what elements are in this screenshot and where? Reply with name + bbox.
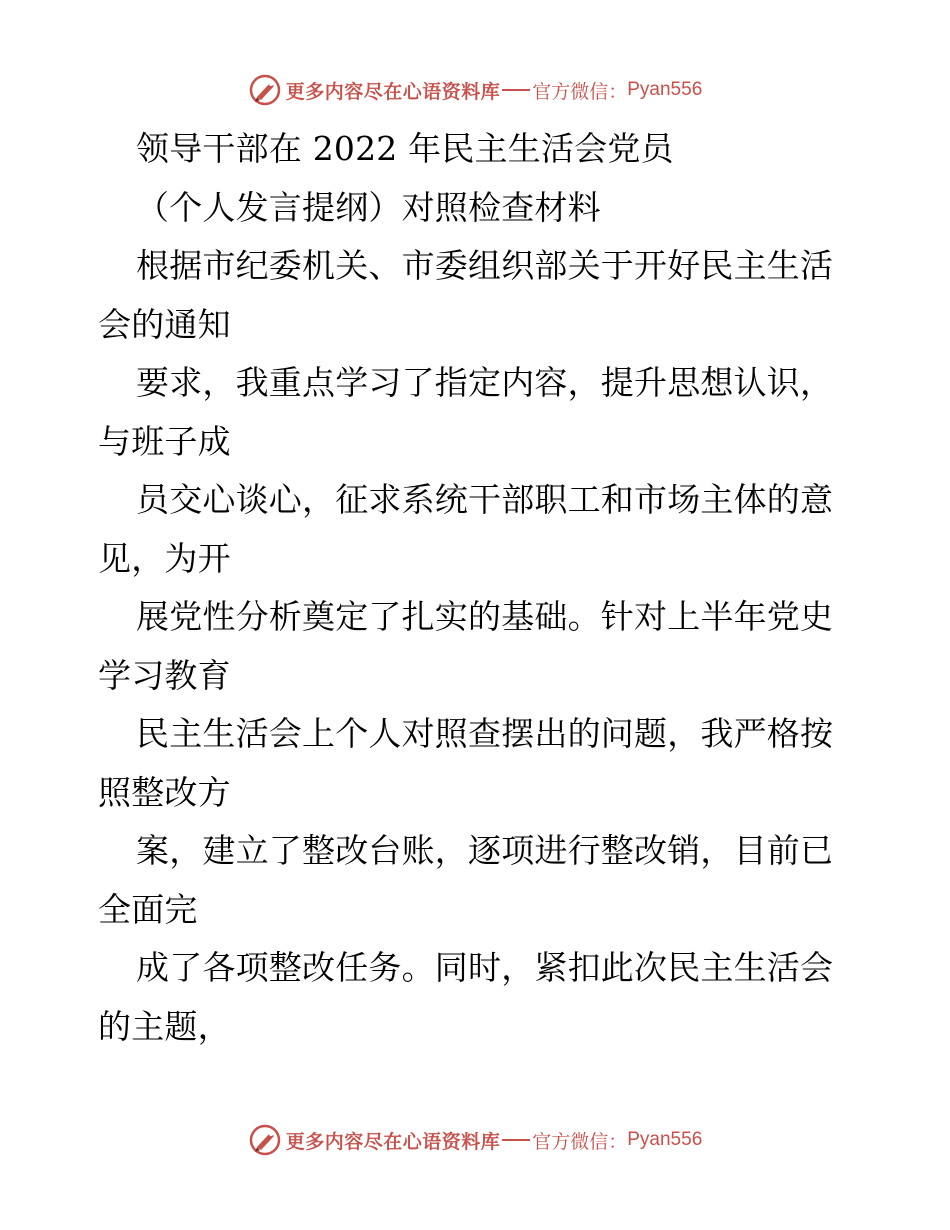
text-line: 员交心谈心，征求系统干部职工和市场主体的意 bbox=[136, 480, 834, 519]
text-line: 会的通知 bbox=[98, 304, 231, 344]
pen-logo-icon bbox=[248, 1123, 282, 1157]
text-line: 与班子成 bbox=[98, 421, 231, 461]
banner-dash bbox=[502, 89, 530, 91]
text-line: （个人发言提纲）对照检查材料 bbox=[136, 187, 601, 227]
text-line: 全面完 bbox=[98, 889, 198, 929]
footer-watermark-banner bbox=[0, 1120, 950, 1160]
text-line: 照整改方 bbox=[98, 772, 231, 812]
document-body bbox=[98, 120, 858, 1056]
text-line: 案，建立了整改台账，逐项进行整改销，目前已 bbox=[136, 831, 834, 870]
text-line: 学习教育 bbox=[98, 655, 231, 695]
text-line: 民主生活会上个人对照查摆出的问题，我严格按 bbox=[136, 714, 834, 753]
banner-wechat-id: Pyan556 bbox=[627, 79, 703, 100]
text-line: 见，为开 bbox=[98, 538, 231, 578]
banner-dash bbox=[502, 1139, 530, 1141]
banner-wechat-id: Pyan556 bbox=[627, 1129, 703, 1150]
text-line: 根据市纪委机关、市委组织部关于开好民主生活 bbox=[136, 246, 834, 285]
banner-main-text: 更多内容尽在心语资料库 bbox=[285, 80, 501, 103]
text-line: 展党性分析奠定了扎实的基础。针对上半年党史 bbox=[136, 597, 834, 636]
text-line: 的主题， bbox=[98, 1006, 231, 1046]
pen-logo-icon bbox=[248, 73, 282, 107]
banner-sub-text: 官方微信： bbox=[532, 80, 628, 103]
text-line: 成了各项整改任务。同时，紧扣此次民主生活会 bbox=[136, 948, 834, 987]
text-line: 要求，我重点学习了指定内容，提升思想认识， bbox=[136, 363, 834, 402]
banner-sub-text: 官方微信： bbox=[532, 1130, 628, 1153]
text-line: 领导干部在 2022 年民主生活会党员 bbox=[136, 129, 674, 168]
header-watermark-banner bbox=[0, 70, 950, 110]
banner-main-text: 更多内容尽在心语资料库 bbox=[285, 1130, 501, 1153]
